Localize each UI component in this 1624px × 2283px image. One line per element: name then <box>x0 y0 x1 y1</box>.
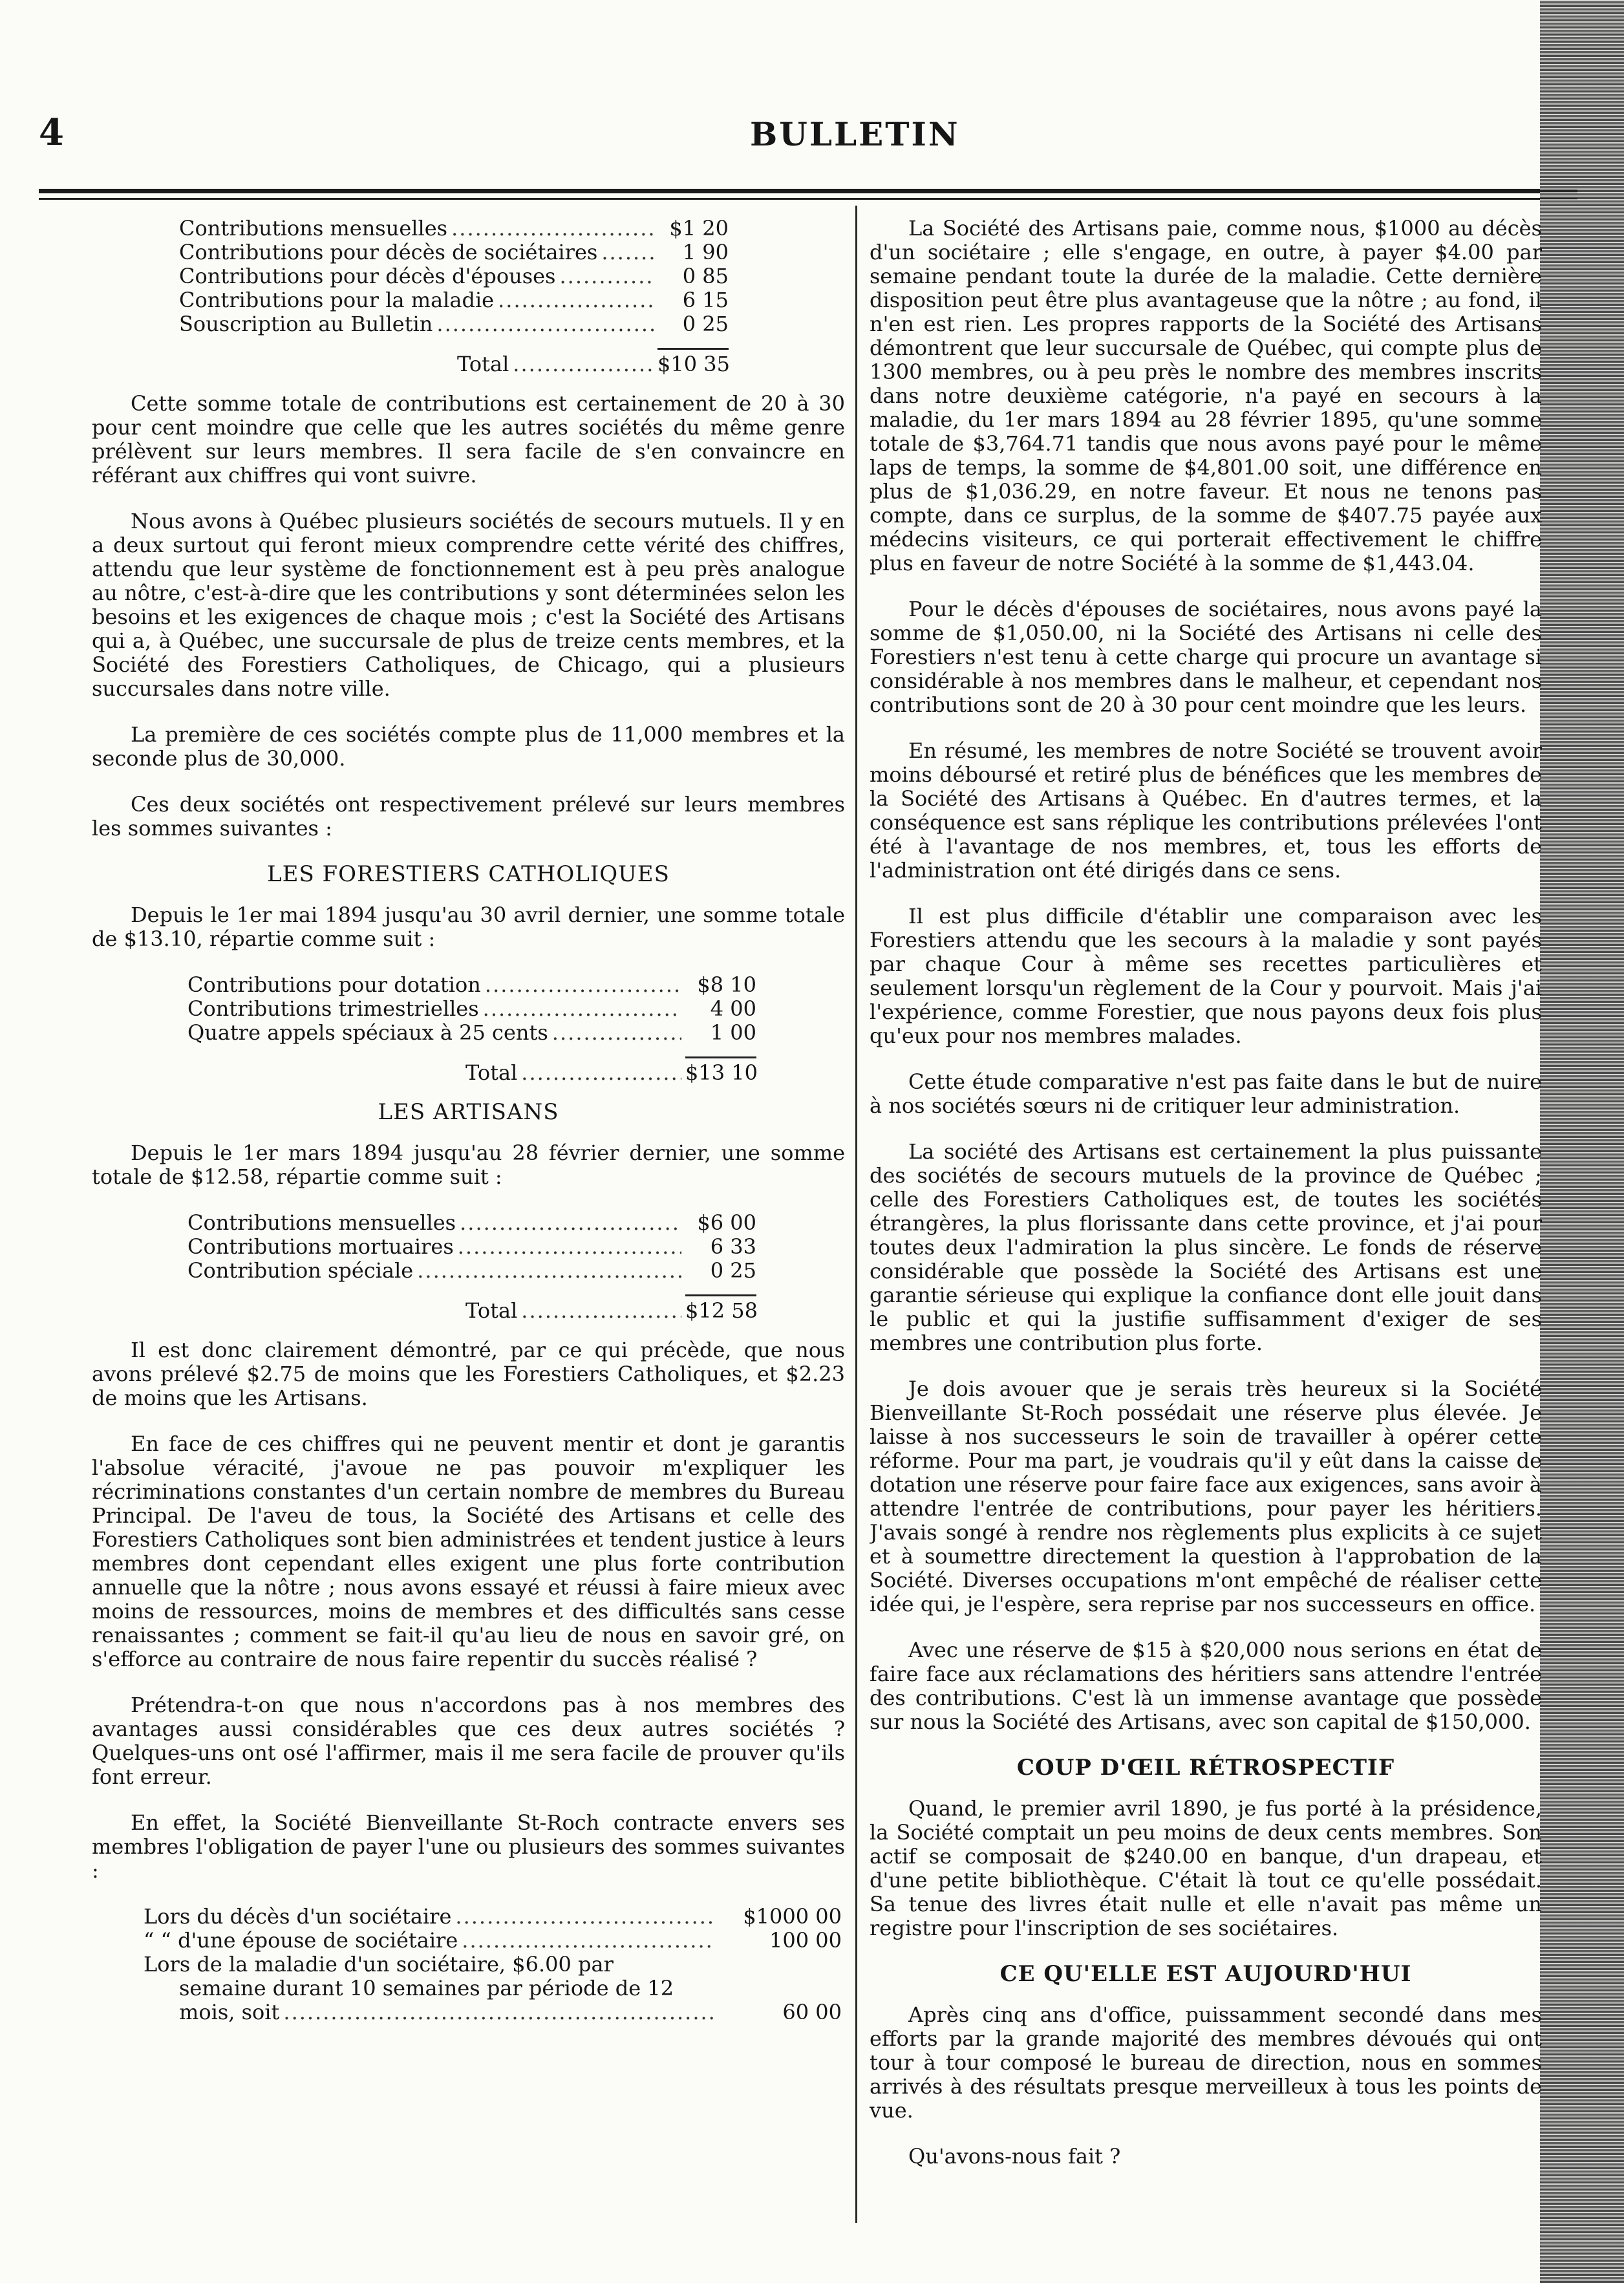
ledger-row <box>144 1953 842 1977</box>
ledger-label: Contributions pour décès d'épouses <box>179 264 556 288</box>
ledger-row <box>144 2000 842 2024</box>
ledger-row <box>144 1977 842 2000</box>
ledger-row <box>187 997 756 1021</box>
ledger-total-row <box>187 1056 756 1085</box>
ledger-row <box>179 312 729 336</box>
running-head: BULLETIN <box>750 115 960 153</box>
ledger-row <box>144 1929 842 1953</box>
ledger-label: Contributions pour décès de sociétaires <box>179 240 598 264</box>
paragraph: Depuis le 1er mars 1894 jusqu'au 28 février dernier, une somme totale de $12.58, répartie comme suit : <box>92 1141 845 1189</box>
ledger-row <box>187 1235 756 1259</box>
ledger-label: Contributions pour la maladie <box>179 288 495 312</box>
ledger-amount: $1 20 <box>669 216 729 241</box>
ledger-amount: 4 00 <box>710 996 756 1021</box>
ledger-label: Souscription au Bulletin <box>179 312 433 336</box>
left-column <box>92 217 845 2040</box>
header-rule-thin <box>39 198 1577 200</box>
ledger-total-row <box>187 1294 756 1323</box>
section-heading: COUP D'ŒIL RÉTROSPECTIF <box>1016 1755 1395 1781</box>
section-heading: LES ARTISANS <box>378 1099 559 1125</box>
scan-edge-noise <box>1540 0 1624 2283</box>
ledger-label: Quatre appels spéciaux à 25 cents <box>187 1020 548 1045</box>
ledger-amount: 1 00 <box>710 1020 756 1045</box>
paragraph: Il est donc clairement démontré, par ce qui précède, que nous avons prélevé $2.75 de moins que les Forestiers Catholiques, et $2.23 de moins que les Artisans. <box>92 1338 845 1410</box>
paragraph: En résumé, les membres de notre Société se trouvent avoir moins déboursé et retiré plus de bénéfices que les membres de la Société des Artisans à Québec. En d'autres termes, et la conséquence est sans réplique les contributions prélevées l'ont été à l'avantage de nos membres, et, tous les efforts de l'administration ont été dirigés dans ce sens. <box>870 738 1542 883</box>
ledger-row <box>179 217 729 241</box>
ledger-total-label: Total <box>457 352 509 376</box>
paragraph: Depuis le 1er mai 1894 jusqu'au 30 avril dernier, une somme totale de $13.10, répartie comme suit : <box>92 903 845 951</box>
paragraph: Avec une réserve de $15 à $20,000 nous serions en état de faire face aux réclamations des héritiers sans attendre l'entrée des contributions. C'est là un immense avantage que possède sur nous la Société des Artisans, avec son capital de $150,000. <box>870 1638 1542 1734</box>
ledger-amount: $1000 00 <box>743 1904 842 1929</box>
ledger-label: mois, soit <box>179 2000 280 2024</box>
ledger-row <box>187 1021 756 1045</box>
ledger-label: Lors du décès d'un sociétaire <box>144 1904 452 1929</box>
ledger-amount: 60 00 <box>782 2000 842 2024</box>
paragraph: Nous avons à Québec plusieurs sociétés de secours mutuels. Il y en a deux surtout qui feront mieux comprendre cette vérité des chiffres, attendu que leur système de fonctionnement est à peu près analogue au nôtre, c'est-à-dire que les contributions y sont déterminées selon les besoins et les exigences de chaque mois ; c'est la Société des Artisans qui a, à Québec, une succursale de plus de treize cents membres, et la Société des Forestiers Catholiques, de Chicago, qui a plusieurs succursales dans notre ville. <box>92 509 845 701</box>
ledger-amount: 0 25 <box>710 1258 756 1283</box>
ledger-amount: 1 90 <box>682 240 729 264</box>
page-number: 4 <box>39 111 64 154</box>
ledger-total-row <box>179 348 729 376</box>
ledger-amount: $8 10 <box>697 972 756 997</box>
ledger-label: Contributions trimestrielles <box>187 996 479 1021</box>
paragraph: Quand, le premier avril 1890, je fus porté à la présidence, la Société comptait un peu moins de deux cents membres. Son actif se composait de $240.00 en banque, d'un drapeau, et d'une petite bibliothèque. C'était là tout ce qu'elle possédait. Sa tenue des livres était nulle et elle n'avait pas même un registre pour l'inscription de ses sociétaires. <box>870 1796 1542 1940</box>
paragraph: En effet, la Société Bienveillante St-Roch contracte envers ses membres l'obligation de payer l'une ou plusieurs des sommes suivantes : <box>92 1810 845 1883</box>
ledger-total-label: Total <box>465 1060 518 1085</box>
section-heading: LES FORESTIERS CATHOLIQUES <box>267 861 670 887</box>
ledger-amount: $6 00 <box>697 1210 756 1235</box>
paragraph: Ces deux sociétés ont respectivement prélevé sur leurs membres les sommes suivantes : <box>92 792 845 841</box>
paragraph: La Société des Artisans paie, comme nous, $1000 au décès d'un sociétaire ; elle s'engage, en outre, à payer $4.00 par semaine pendant toute la durée de la maladie. Cette dernière disposition peut être plus avantageuse que la nôtre ; au fond, il n'en est rien. Les propres rapports de la Société des Artisans démontrent que leur succursale de Québec, qui compte plus de 1300 membres, ou à peu près le nombre des membres inscrits dans notre deuxième catégorie, n'a payé en secours à la maladie, du 1er mars 1894 au 28 février 1895, qu'une somme totale de $3,764.71 tandis que nous avons payé pour le même laps de temps, la somme de $4,801.00 soit, une différence en plus de $1,036.29, en notre faveur. Et nous ne tenons pas compte, dans ce surplus, de la somme de $407.75 payée aux médecins visiteurs, ce qui porterait effectivement le chiffre plus en faveur de notre Société à la somme de $1,443.04. <box>870 217 1542 575</box>
paragraph: La société des Artisans est certainement la plus puissante des sociétés de secours mutuels de la province de Québec ; celle des Forestiers Catholiques est, de toutes les sociétés étrangères, la plus florissante dans cette province, et j'ai pour toutes deux l'admiration la plus sincère. Le fonds de réserve considérable que possède la Société des Artisans est une garantie sérieuse qui explique la confiance dont elle jouit dans le public et qui la justifie suffisamment d'exiger de ses membres une contribution plus forte. <box>870 1139 1542 1355</box>
ledger-total-amount: $13 10 <box>685 1056 756 1085</box>
paragraph: En face de ces chiffres qui ne peuvent mentir et dont je garantis l'absolue véracité, j'avoue ne pas pouvoir m'expliquer les récriminations constantes d'un certain nombre de membres du Bureau Principal. De l'aveu de tous, la Société des Artisans et celle des Forestiers Catholiques sont bien administrées et tendent justice à leurs membres dont cependant elles exigent une plus forte contribution annuelle que la nôtre ; nous avons essayé et réussi à faire mieux avec moins de ressources, moins de membres et des difficultés sans cesse renaissantes ; comment se fait-il qu'au lieu de nous en savoir gré, on s'efforce au contraire de nous faire repentir du succès réalisé ? <box>92 1431 845 1671</box>
ledger-row <box>187 973 756 997</box>
right-column <box>870 217 1542 2191</box>
ledger-artisans <box>187 1211 756 1323</box>
ledger-label: Contributions mortuaires <box>187 1234 454 1259</box>
ledger-label: Contributions mensuelles <box>179 216 448 241</box>
ledger-row <box>179 241 729 264</box>
ledger-total-amount: $10 35 <box>657 348 729 376</box>
ledger-obligations <box>144 1905 842 2024</box>
ledger-total-label: Total <box>465 1298 518 1323</box>
paragraph: Il est plus difficile d'établir une comparaison avec les Forestiers attendu que les secours à la maladie y sont payés par chaque Cour à même ses recettes particulières et seulement lorsqu'un règlement de la Cour y pourvoit. Mais j'ai l'expérience, comme Forestier, que nous payons deux fois plus qu'eux pour nos membres malades. <box>870 904 1542 1048</box>
ledger-main <box>179 217 729 376</box>
column-divider <box>855 206 857 2223</box>
ledger-amount: 0 85 <box>682 264 729 288</box>
paragraph: Qu'avons-nous fait ? <box>908 2144 1121 2169</box>
ledger-label: Contributions pour dotation <box>187 972 481 997</box>
ledger-total-amount: $12 58 <box>685 1294 756 1323</box>
section-heading: CE QU'ELLE EST AUJOURD'HUI <box>999 1961 1412 1987</box>
paragraph: La première de ces sociétés compte plus de 11,000 membres et la seconde plus de 30,000. <box>92 722 845 771</box>
ledger-forestiers <box>187 973 756 1085</box>
ledger-row <box>144 1905 842 1929</box>
ledger-label: “ “ d'une épouse de sociétaire <box>144 1928 458 1953</box>
ledger-amount: 6 33 <box>710 1234 756 1259</box>
paragraph: Prétendra-t-on que nous n'accordons pas à nos membres des avantages aussi considérables que ces deux autres sociétés ? Quelques-uns ont osé l'affirmer, mais il me sera facile de prouver qu'ils font erreur. <box>92 1693 845 1789</box>
ledger-label: semaine durant 10 semaines par période de 12 <box>179 1976 674 2000</box>
ledger-row <box>187 1211 756 1235</box>
paragraph: Cette somme totale de contributions est certainement de 20 à 30 pour cent moindre que celle que les autres sociétés du même genre prélèvent sur leurs membres. Il sera facile de s'en convaincre en référant aux chiffres qui vont suivre. <box>92 391 845 488</box>
ledger-label: Contribution spéciale <box>187 1258 414 1283</box>
ledger-amount: 0 25 <box>682 312 729 336</box>
header-rule-thick <box>39 189 1577 193</box>
ledger-row <box>179 288 729 312</box>
ledger-label: Contributions mensuelles <box>187 1210 456 1235</box>
ledger-amount: 100 00 <box>769 1928 842 1953</box>
paragraph: Cette étude comparative n'est pas faite dans le but de nuire à nos sociétés sœurs ni de critiquer leur administration. <box>870 1069 1542 1118</box>
paragraph: Après cinq ans d'office, puissamment secondé dans mes efforts par la grande majorité des membres dévoués qui ont tour à tour composé le bureau de direction, nous en sommes arrivés à des résultats presque merveilleux à tous les points de vue. <box>870 2002 1542 2123</box>
paragraph: Pour le décès d'épouses de sociétaires, nous avons payé la somme de $1,050.00, ni la Société des Artisans ni celle des Forestiers n'est tenu à cette charge qui procure un avantage si considérable à nos membres dans le malheur, et cependant nos contributions sont de 20 à 30 pour cent moindre que les leurs. <box>870 597 1542 717</box>
ledger-amount: 6 15 <box>682 288 729 312</box>
ledger-row <box>179 264 729 288</box>
ledger-row <box>187 1259 756 1283</box>
ledger-label: Lors de la maladie d'un sociétaire, $6.00 par <box>144 1952 614 1977</box>
paragraph: Je dois avouer que je serais très heureux si la Société Bienveillante St-Roch possédait une réserve plus élevée. Je laisse à nos successeurs le soin de travailler à opérer cette réforme. Pour ma part, je voudrais qu'il y eût dans la caisse de dotation une réserve pour faire face aux exigences, sans avoir à attendre l'entrée de contributions, pour payer les héritiers. J'avais songé à rendre nos règlements plus explicits à ce sujet et à soumettre directement la question à l'approbation de la Société. Diverses occupations m'ont empêché de réaliser cette idée qui, je l'espère, sera reprise par nos successeurs en office. <box>870 1377 1542 1616</box>
